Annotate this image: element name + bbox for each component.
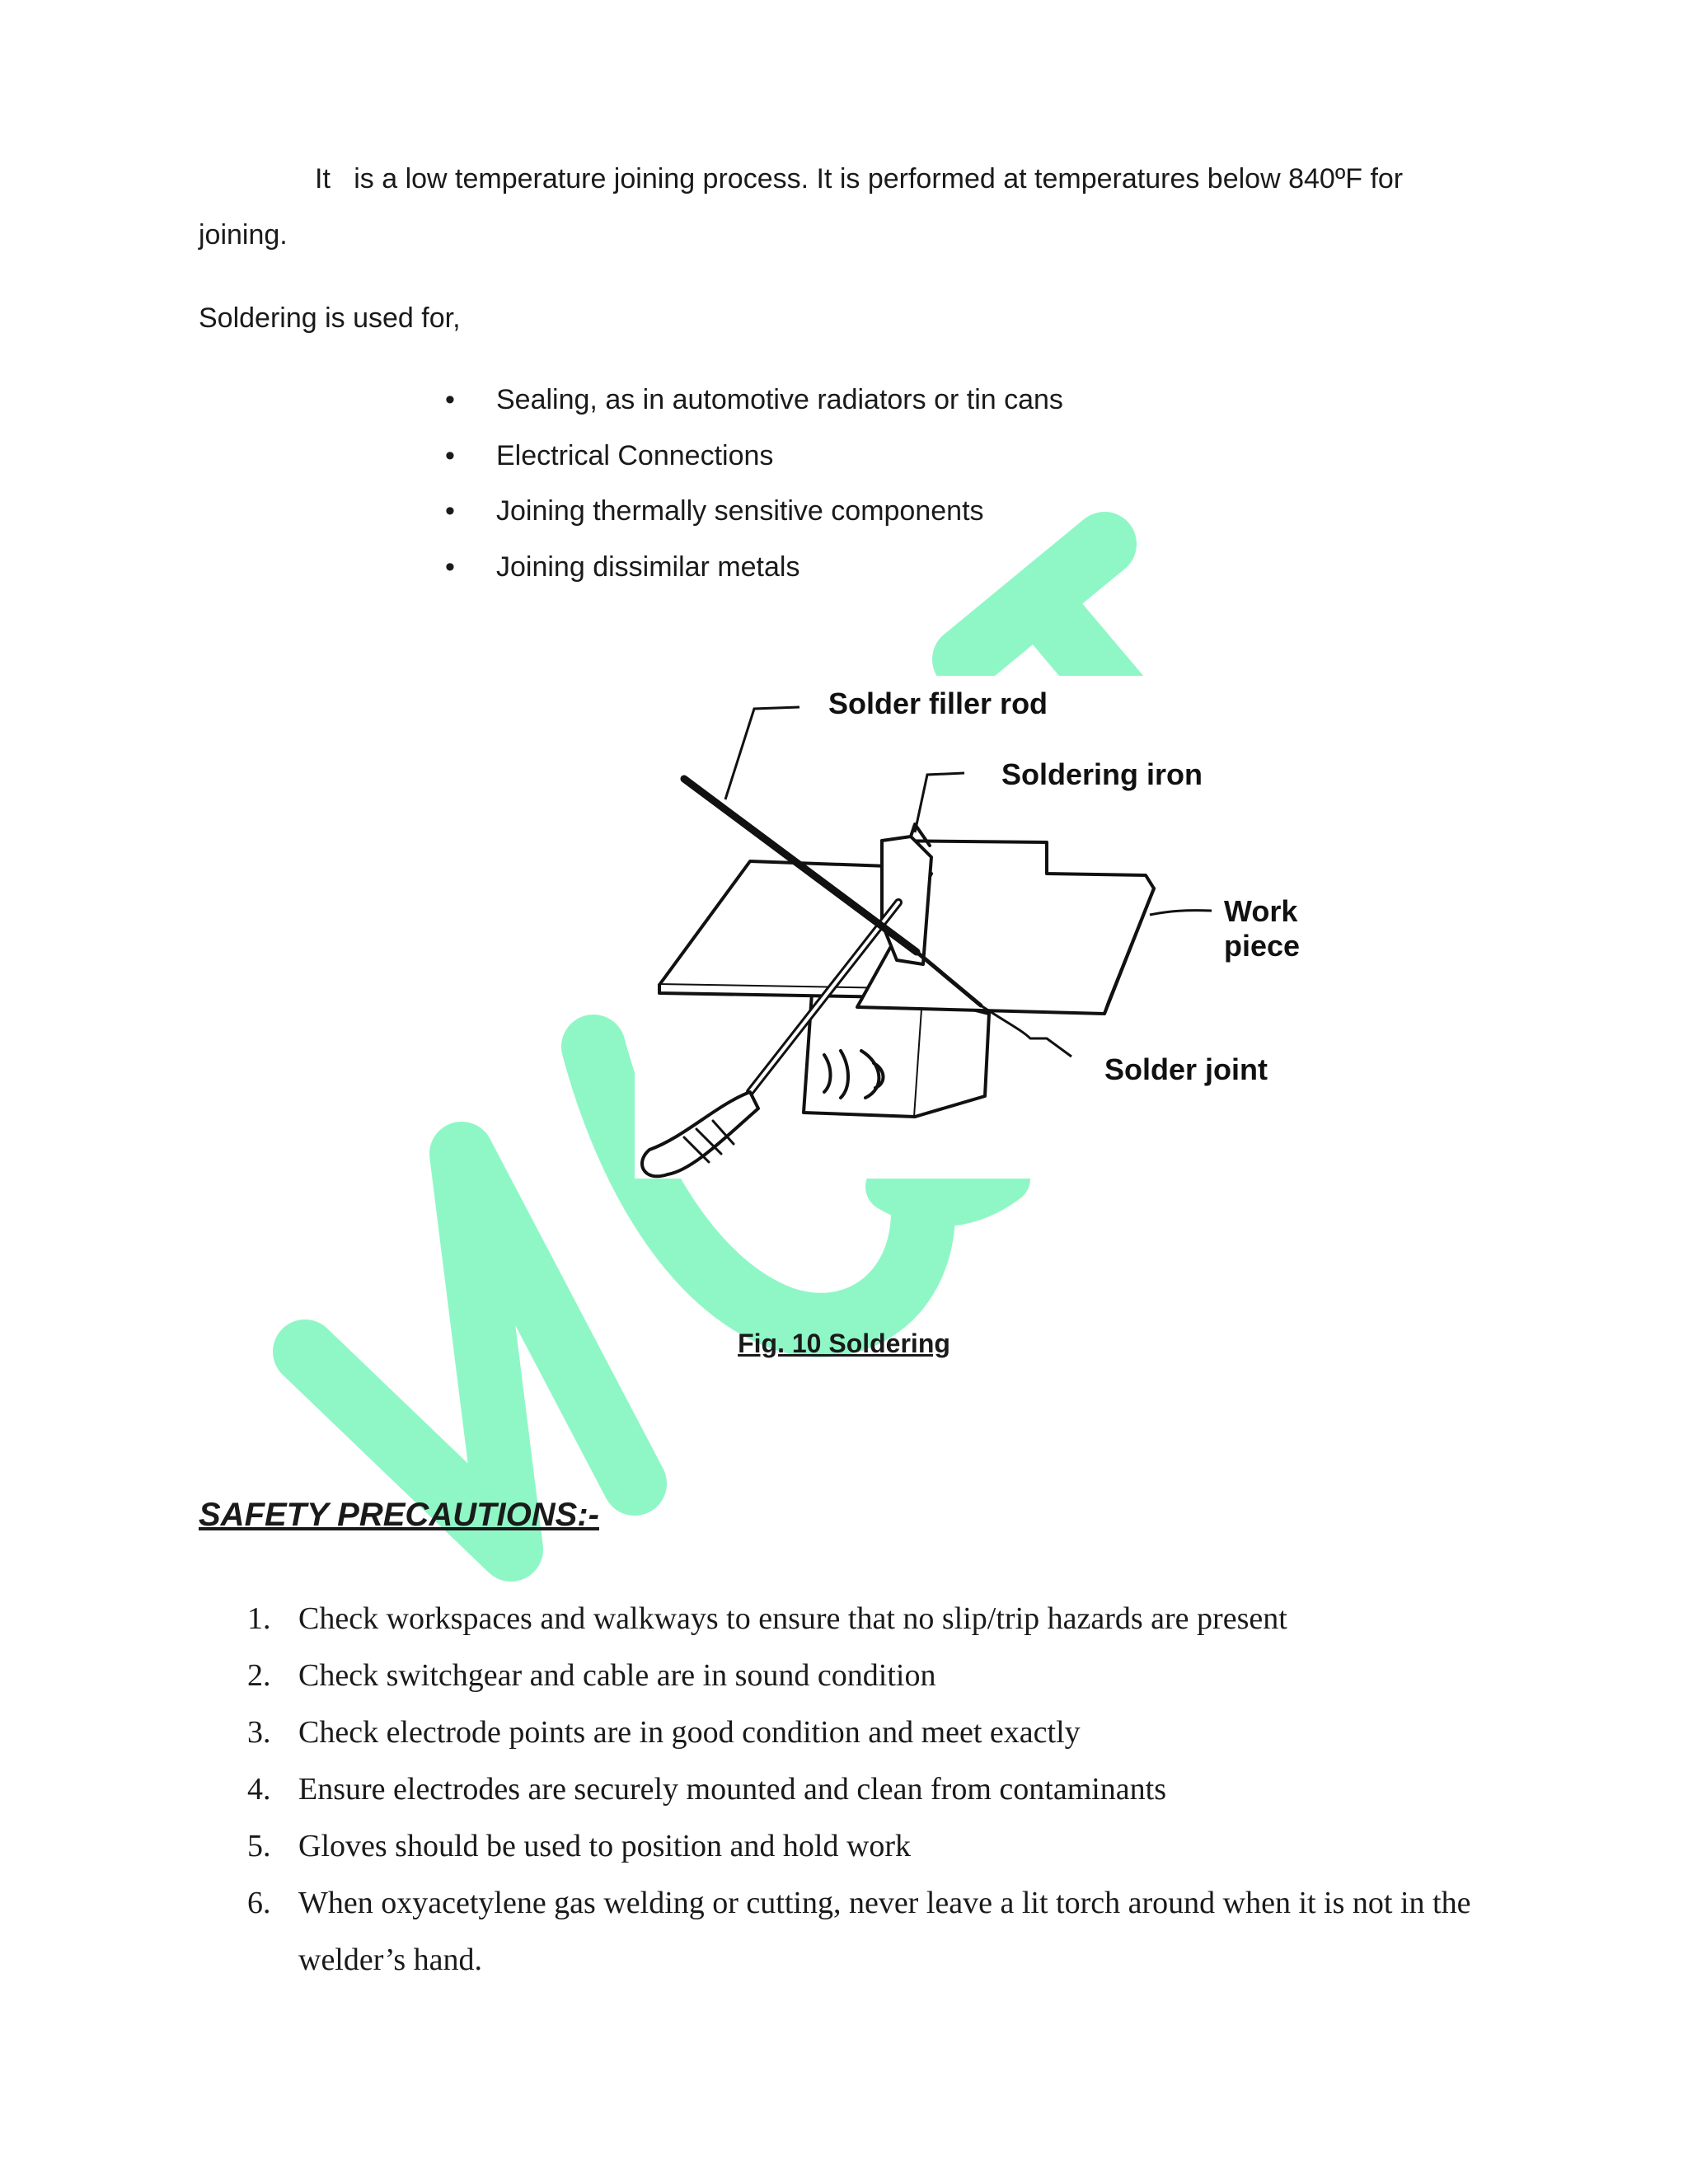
item-number: 2.	[247, 1658, 271, 1693]
safety-list	[247, 1591, 1533, 1989]
item-text: Gloves should be used to position and hold work	[298, 1829, 912, 1863]
item-number: 1.	[247, 1601, 271, 1636]
item-number: 5.	[247, 1829, 271, 1863]
support-block	[804, 993, 923, 1117]
list-item: • Joining thermally sensitive components	[445, 495, 1063, 551]
soldering-diagram	[635, 676, 1335, 1179]
intro-line-1: It is a low temperature joining process. It is performed at temperatures below 840ºF for	[315, 163, 1404, 194]
intro-line-2: joining.	[199, 219, 288, 251]
item-text: When oxyacetylene gas welding or cutting, never leave a lit torch around when it is not in the welder’s hand.	[298, 1886, 1471, 1977]
list-item	[247, 1818, 1533, 1875]
list-item	[247, 1591, 1533, 1647]
label-piece: piece	[1224, 929, 1301, 963]
list-item: • Joining dissimilar metals	[445, 551, 1063, 607]
list-item: • Sealing, as in automotive radiators or tin cans	[445, 384, 1063, 440]
label-work: Work	[1224, 894, 1298, 928]
list-item	[247, 1647, 1533, 1704]
item-number: 3.	[247, 1715, 271, 1750]
item-text: Check switchgear and cable are in sound condition	[298, 1658, 936, 1693]
label-soldering-iron: Soldering iron	[1001, 757, 1203, 791]
item-number: 6.	[247, 1886, 271, 1920]
label-filler-rod: Solder filler rod	[828, 687, 1048, 720]
figure-caption: Fig. 10 Soldering	[738, 1329, 950, 1358]
uses-list	[445, 384, 1063, 607]
list-item	[247, 1704, 1533, 1761]
item-number: 4.	[247, 1772, 271, 1807]
label-solder-joint: Solder joint	[1104, 1052, 1268, 1086]
item-text: Check workspaces and walkways to ensure that no slip/trip hazards are present	[298, 1601, 1287, 1636]
section-heading: SAFETY PRECAUTIONS:-	[199, 1497, 599, 1533]
list-item	[247, 1875, 1533, 1989]
item-text: Check electrode points are in good condition and meet exactly	[298, 1715, 1081, 1750]
list-item: • Electrical Connections	[445, 440, 1063, 496]
list-item	[247, 1761, 1533, 1818]
used-for-text: Soldering is used for,	[199, 302, 461, 334]
item-text: Ensure electrodes are securely mounted and clean from contaminants	[298, 1772, 1167, 1807]
